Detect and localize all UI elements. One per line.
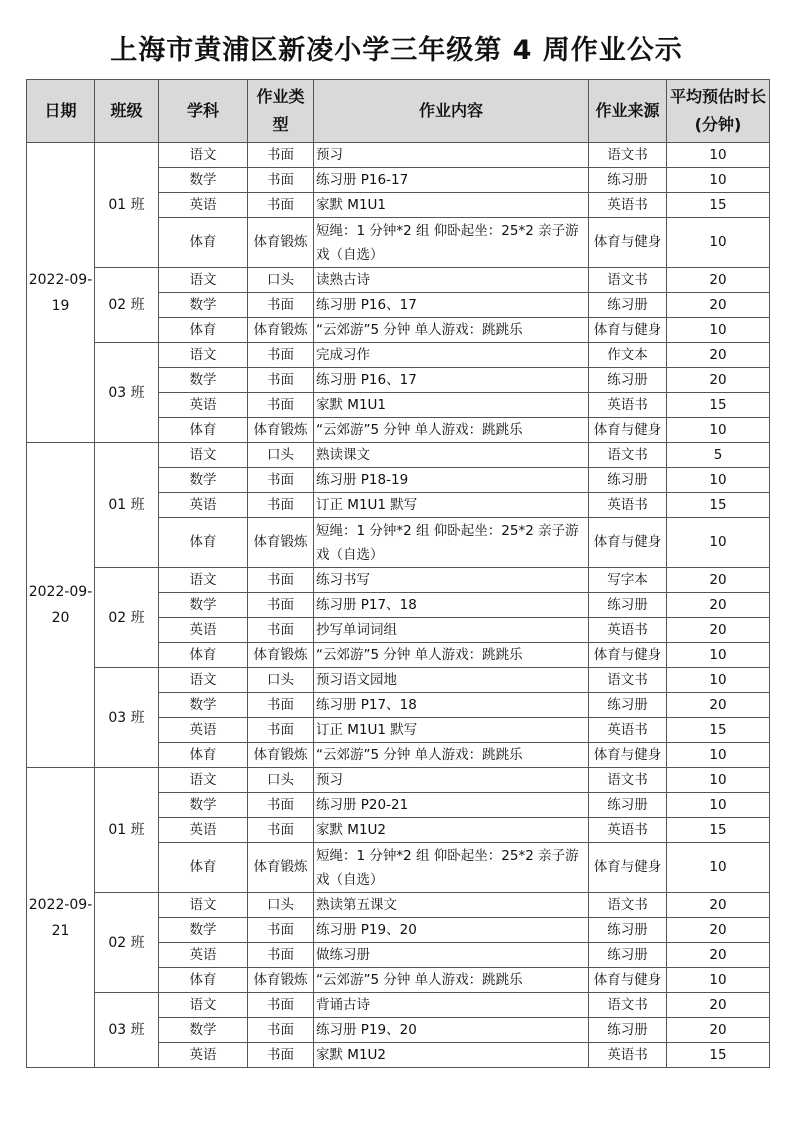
content-cell: 预习语文园地 [314,668,589,693]
time-cell: 10 [667,518,770,568]
source-cell: 练习册 [589,293,667,318]
source-cell: 语文书 [589,443,667,468]
time-cell: 10 [667,643,770,668]
subject-cell: 英语 [159,493,248,518]
content-cell: 订正 M1U1 默写 [314,493,589,518]
time-cell: 10 [667,743,770,768]
source-cell: 练习册 [589,693,667,718]
type-cell: 书面 [248,368,314,393]
table-row [27,143,770,168]
table-row [27,768,770,793]
header-time: 平均预估时长(分钟) [667,80,770,143]
header-content: 作业内容 [314,80,589,143]
content-cell: 熟读课文 [314,443,589,468]
class-cell: 02 班 [95,568,159,668]
source-cell: 英语书 [589,1043,667,1068]
type-cell: 书面 [248,593,314,618]
content-cell: 做练习册 [314,943,589,968]
source-cell: 练习册 [589,1018,667,1043]
source-cell: 英语书 [589,718,667,743]
date-cell: 2022-09-20 [27,443,95,768]
time-cell: 15 [667,818,770,843]
class-cell: 03 班 [95,993,159,1068]
source-cell: 体育与健身 [589,843,667,893]
source-cell: 练习册 [589,593,667,618]
table-row [27,268,770,293]
time-cell: 10 [667,468,770,493]
type-cell: 书面 [248,293,314,318]
time-cell: 10 [667,793,770,818]
type-cell: 书面 [248,1043,314,1068]
header-source: 作业来源 [589,80,667,143]
time-cell: 20 [667,943,770,968]
type-cell: 体育锻炼 [248,843,314,893]
subject-cell: 数学 [159,918,248,943]
content-cell: 完成习作 [314,343,589,368]
source-cell: 语文书 [589,668,667,693]
time-cell: 10 [667,768,770,793]
table-row [27,668,770,693]
subject-cell: 数学 [159,693,248,718]
content-cell: 练习册 P19、20 [314,1018,589,1043]
table-row [27,443,770,468]
content-cell: 练习书写 [314,568,589,593]
content-cell: “云郊游”5 分钟 单人游戏：跳跳乐 [314,318,589,343]
class-cell: 02 班 [95,268,159,343]
type-cell: 书面 [248,568,314,593]
subject-cell: 数学 [159,468,248,493]
source-cell: 英语书 [589,818,667,843]
content-cell: 家默 M1U1 [314,393,589,418]
content-cell: “云郊游”5 分钟 单人游戏：跳跳乐 [314,418,589,443]
subject-cell: 语文 [159,143,248,168]
subject-cell: 数学 [159,793,248,818]
subject-cell: 英语 [159,718,248,743]
time-cell: 10 [667,843,770,893]
type-cell: 体育锻炼 [248,418,314,443]
class-cell: 03 班 [95,668,159,768]
time-cell: 10 [667,143,770,168]
time-cell: 15 [667,393,770,418]
subject-cell: 体育 [159,968,248,993]
time-cell: 20 [667,1018,770,1043]
content-cell: 练习册 P19、20 [314,918,589,943]
subject-cell: 英语 [159,393,248,418]
table-row [27,993,770,1018]
type-cell: 书面 [248,343,314,368]
content-cell: 练习册 P16、17 [314,368,589,393]
type-cell: 口头 [248,268,314,293]
class-cell: 01 班 [95,143,159,268]
content-cell: 订正 M1U1 默写 [314,718,589,743]
type-cell: 书面 [248,718,314,743]
subject-cell: 体育 [159,518,248,568]
content-cell: 预习 [314,143,589,168]
subject-cell: 语文 [159,893,248,918]
time-cell: 20 [667,693,770,718]
subject-cell: 语文 [159,993,248,1018]
subject-cell: 体育 [159,418,248,443]
content-cell: 读熟古诗 [314,268,589,293]
time-cell: 15 [667,1043,770,1068]
type-cell: 体育锻炼 [248,318,314,343]
content-cell: 练习册 P17、18 [314,693,589,718]
source-cell: 写字本 [589,568,667,593]
subject-cell: 体育 [159,843,248,893]
type-cell: 体育锻炼 [248,218,314,268]
type-cell: 书面 [248,943,314,968]
source-cell: 英语书 [589,618,667,643]
source-cell: 语文书 [589,893,667,918]
table-row [27,343,770,368]
type-cell: 口头 [248,443,314,468]
type-cell: 书面 [248,468,314,493]
source-cell: 体育与健身 [589,518,667,568]
type-cell: 书面 [248,918,314,943]
content-cell: 练习册 P17、18 [314,593,589,618]
type-cell: 书面 [248,693,314,718]
header-date: 日期 [27,80,95,143]
time-cell: 20 [667,993,770,1018]
subject-cell: 语文 [159,668,248,693]
type-cell: 体育锻炼 [248,968,314,993]
time-cell: 20 [667,368,770,393]
content-cell: 短绳：1 分钟*2 组 仰卧起坐：25*2 亲子游戏（自选） [314,843,589,893]
content-cell: 背诵古诗 [314,993,589,1018]
subject-cell: 数学 [159,1018,248,1043]
source-cell: 体育与健身 [589,643,667,668]
subject-cell: 英语 [159,618,248,643]
time-cell: 10 [667,318,770,343]
type-cell: 体育锻炼 [248,743,314,768]
time-cell: 20 [667,568,770,593]
source-cell: 语文书 [589,768,667,793]
table-body [27,143,770,1068]
time-cell: 20 [667,918,770,943]
content-cell: 家默 M1U2 [314,1043,589,1068]
type-cell: 书面 [248,393,314,418]
type-cell: 书面 [248,493,314,518]
header-subject: 学科 [159,80,248,143]
subject-cell: 语文 [159,443,248,468]
content-cell: 家默 M1U1 [314,193,589,218]
source-cell: 体育与健身 [589,318,667,343]
source-cell: 体育与健身 [589,218,667,268]
time-cell: 15 [667,718,770,743]
content-cell: 练习册 P16、17 [314,293,589,318]
type-cell: 体育锻炼 [248,518,314,568]
time-cell: 20 [667,268,770,293]
subject-cell: 体育 [159,643,248,668]
subject-cell: 数学 [159,168,248,193]
subject-cell: 英语 [159,1043,248,1068]
class-cell: 01 班 [95,443,159,568]
type-cell: 书面 [248,168,314,193]
subject-cell: 体育 [159,318,248,343]
source-cell: 练习册 [589,468,667,493]
class-cell: 02 班 [95,893,159,993]
subject-cell: 数学 [159,593,248,618]
content-cell: 家默 M1U2 [314,818,589,843]
source-cell: 练习册 [589,793,667,818]
subject-cell: 英语 [159,818,248,843]
time-cell: 20 [667,343,770,368]
source-cell: 英语书 [589,393,667,418]
page-title: 上海市黄浦区新凌小学三年级第 4 周作业公示 [110,35,683,66]
time-cell: 20 [667,593,770,618]
subject-cell: 数学 [159,368,248,393]
content-cell: 熟读第五课文 [314,893,589,918]
type-cell: 体育锻炼 [248,643,314,668]
type-cell: 口头 [248,893,314,918]
type-cell: 口头 [248,668,314,693]
header-class: 班级 [95,80,159,143]
source-cell: 练习册 [589,368,667,393]
source-cell: 练习册 [589,168,667,193]
homework-table [26,79,770,1068]
time-cell: 10 [667,968,770,993]
source-cell: 作文本 [589,343,667,368]
time-cell: 10 [667,218,770,268]
subject-cell: 语文 [159,768,248,793]
subject-cell: 语文 [159,343,248,368]
date-cell: 2022-09-19 [27,143,95,443]
subject-cell: 英语 [159,193,248,218]
type-cell: 书面 [248,1018,314,1043]
subject-cell: 语文 [159,568,248,593]
source-cell: 练习册 [589,918,667,943]
time-cell: 5 [667,443,770,468]
source-cell: 语文书 [589,268,667,293]
time-cell: 10 [667,668,770,693]
time-cell: 15 [667,493,770,518]
source-cell: 语文书 [589,993,667,1018]
type-cell: 书面 [248,618,314,643]
source-cell: 体育与健身 [589,968,667,993]
table-row [27,568,770,593]
content-cell: “云郊游”5 分钟 单人游戏：跳跳乐 [314,968,589,993]
table-row [27,893,770,918]
type-cell: 书面 [248,193,314,218]
content-cell: 练习册 P20-21 [314,793,589,818]
header-type: 作业类型 [248,80,314,143]
content-cell: 抄写单词词组 [314,618,589,643]
content-cell: 短绳：1 分钟*2 组 仰卧起坐：25*2 亲子游戏（自选） [314,518,589,568]
source-cell: 英语书 [589,493,667,518]
time-cell: 20 [667,893,770,918]
source-cell: 语文书 [589,143,667,168]
time-cell: 10 [667,418,770,443]
time-cell: 15 [667,193,770,218]
content-cell: “云郊游”5 分钟 单人游戏：跳跳乐 [314,743,589,768]
source-cell: 英语书 [589,193,667,218]
content-cell: 练习册 P16-17 [314,168,589,193]
type-cell: 书面 [248,143,314,168]
class-cell: 01 班 [95,768,159,893]
subject-cell: 英语 [159,943,248,968]
subject-cell: 体育 [159,218,248,268]
class-cell: 03 班 [95,343,159,443]
time-cell: 20 [667,618,770,643]
date-cell: 2022-09-21 [27,768,95,1068]
subject-cell: 语文 [159,268,248,293]
content-cell: “云郊游”5 分钟 单人游戏：跳跳乐 [314,643,589,668]
subject-cell: 数学 [159,293,248,318]
type-cell: 口头 [248,768,314,793]
source-cell: 体育与健身 [589,743,667,768]
time-cell: 10 [667,168,770,193]
subject-cell: 体育 [159,743,248,768]
type-cell: 书面 [248,793,314,818]
type-cell: 书面 [248,818,314,843]
content-cell: 练习册 P18-19 [314,468,589,493]
content-cell: 预习 [314,768,589,793]
source-cell: 体育与健身 [589,418,667,443]
source-cell: 练习册 [589,943,667,968]
time-cell: 20 [667,293,770,318]
table-header-row [27,80,770,143]
type-cell: 书面 [248,993,314,1018]
content-cell: 短绳：1 分钟*2 组 仰卧起坐：25*2 亲子游戏（自选） [314,218,589,268]
